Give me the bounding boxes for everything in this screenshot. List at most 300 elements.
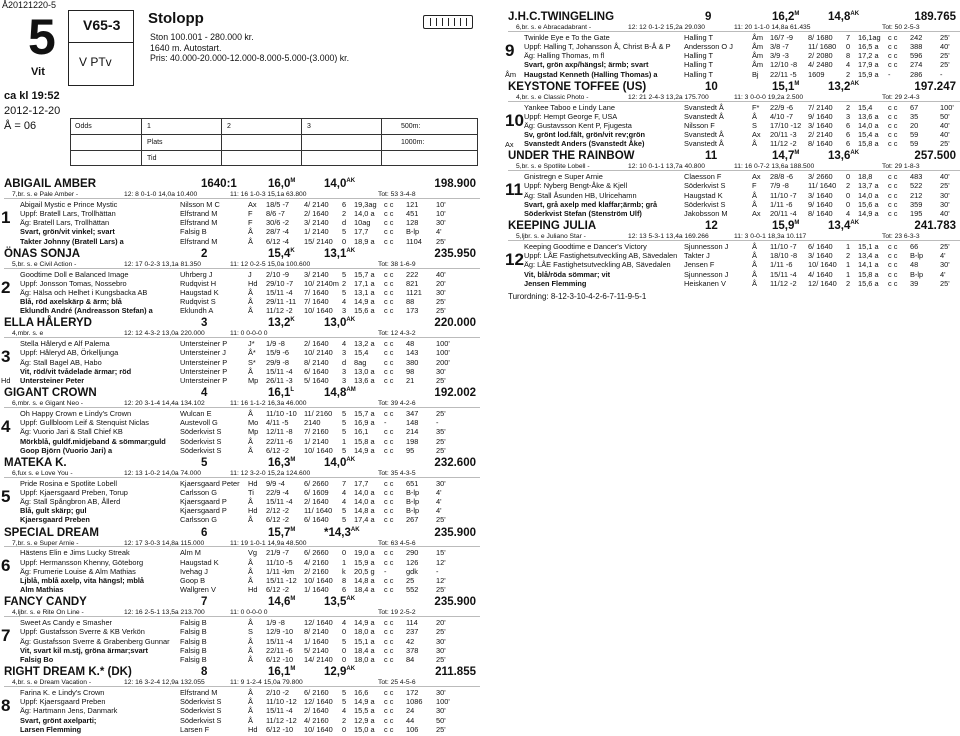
km-time: 8ag — [354, 357, 367, 367]
record2-value: 14,8 — [828, 11, 851, 23]
driver: Svanstedt Å — [684, 102, 724, 112]
form-line — [4, 200, 480, 209]
track: Å — [248, 287, 253, 297]
stats-total: Tot: 23 6-3-3 — [882, 233, 920, 241]
record2-sup: AK — [850, 11, 860, 18]
prize: 30' — [436, 636, 446, 646]
odds: 1086 — [406, 697, 423, 707]
form-line — [508, 172, 960, 181]
prize: 20' — [436, 618, 446, 628]
record-best — [268, 457, 295, 469]
placing: 5 — [342, 427, 347, 437]
horse-number: 11 — [705, 150, 718, 163]
pedigree: 6,fux s. e Love You - — [12, 469, 73, 477]
record-sup: M — [794, 11, 800, 18]
record-best — [268, 666, 295, 678]
km-time: 13,0 a — [354, 366, 375, 376]
track: Åm — [752, 41, 764, 51]
km-time: 15,5 a — [354, 706, 375, 716]
record2-value: 13,1 — [324, 247, 347, 260]
shoe-info: c c — [384, 348, 394, 358]
race-date: 2/12 -2 — [266, 506, 290, 516]
driver: Söderkvist S — [180, 715, 222, 725]
odds: 347 — [406, 409, 419, 418]
stats-total: Tot: 63 4-5-6 — [378, 539, 416, 547]
pedigree: 7,br. s. e Pale Amber - — [12, 191, 79, 198]
distance: 6/ 1640 — [808, 242, 833, 251]
record-best — [268, 248, 295, 260]
track: S — [752, 120, 757, 130]
record2-value: 14,0 — [324, 178, 347, 190]
shoe-info: c c — [888, 181, 898, 191]
distance: 4/ 2160 — [304, 557, 329, 567]
distance: 10/ 2140m — [304, 278, 339, 288]
form-line — [4, 270, 480, 279]
horse-entry — [505, 11, 960, 79]
race-date: 30/6 -2 — [266, 218, 290, 228]
km-time: 16,6 — [354, 687, 369, 697]
stats-total: Tot: 50 2-5-3 — [882, 24, 920, 31]
shoe-info: c c — [888, 139, 898, 149]
distance: 1/ 1640 — [304, 585, 329, 595]
pedigree: 4,mbr. s. e — [12, 330, 44, 338]
track: Hd — [248, 724, 258, 734]
km-time: 19,3ag — [354, 199, 377, 209]
shoe-info: c c — [384, 627, 394, 637]
distance: 11/ 2160 — [304, 409, 333, 418]
shoe-info: c c — [384, 339, 394, 349]
record-best — [772, 81, 799, 93]
shoe-info: c c — [384, 227, 394, 237]
form-line — [4, 585, 480, 594]
race-date: 26/11 -3 — [266, 376, 293, 386]
odds: B-lp — [406, 506, 420, 516]
line-text: Falsig Bo — [20, 654, 54, 664]
form-line — [508, 51, 960, 60]
track: Hd — [248, 278, 258, 288]
race-date: 11/12 -2 — [770, 139, 797, 149]
prize: 25' — [436, 306, 446, 316]
line-text: Svart, grön/vit vinkel; svart — [20, 227, 115, 237]
record2-sup: AK — [850, 220, 860, 227]
race-date: 1/11 -km — [266, 566, 295, 576]
pedigree: 6,mbr. s. e Gigant Neo - — [12, 400, 83, 408]
stats-previous-year: 11: 16 1-1-2 16,3a 46.000 — [230, 400, 307, 408]
placing: 2 — [342, 715, 347, 725]
form-line — [4, 227, 480, 236]
record-auto — [324, 457, 355, 469]
form-line — [508, 209, 960, 218]
post-number: 3 — [1, 347, 11, 367]
prize: 4' — [436, 227, 442, 237]
odds: B-lp — [406, 487, 420, 497]
stats-current-year: 12: 13 5-3-1 13,4a 169.266 — [628, 233, 709, 241]
distance: 3/ 2660 — [808, 172, 833, 182]
driver: Söderkvist S — [684, 181, 726, 191]
odds: 1121 — [406, 287, 422, 297]
prize: 4' — [436, 506, 442, 516]
line-text: Äg: Frumerie Louise & Alm Mathias — [20, 566, 136, 576]
distance: 4/ 2160 — [304, 715, 329, 725]
distance: 2/ 2080 — [808, 51, 833, 61]
form-line — [508, 130, 960, 139]
line-text: Uppf: Halling T, Johansson Å, Christ B-Å & P — [524, 41, 671, 51]
distance: 9/ 1640 — [808, 199, 833, 209]
driver: Jakobsson M — [684, 209, 728, 219]
distance: 2/ 1640 — [304, 208, 329, 218]
km-time: 14,0 a — [354, 497, 375, 507]
prize: 30' — [940, 260, 950, 270]
driver: Claesson F — [684, 172, 722, 182]
km-time: 13,4 a — [858, 251, 879, 261]
odds: B-lp — [406, 227, 420, 237]
record-value: 16,1 — [268, 387, 291, 400]
distance: 15/ 2140 — [304, 236, 333, 246]
line-text: Vit, röd/vit tvådelade ärmar; röd — [20, 366, 132, 376]
distance: 3/ 1640 — [808, 190, 833, 200]
race-date: 11/10 -7 — [770, 190, 797, 200]
shoe-info: c c — [384, 487, 394, 497]
race-date: 18/5 -7 — [266, 199, 290, 209]
driver: Svanstedt Å — [684, 111, 724, 121]
entry-body — [505, 242, 960, 288]
prize: 30' — [436, 478, 446, 488]
track: Å — [248, 697, 253, 707]
record-best — [772, 220, 799, 232]
shoe-info: c c — [384, 636, 394, 646]
placing: 6 — [846, 139, 851, 149]
km-time: 18,4 a — [354, 645, 375, 655]
form-line — [4, 376, 480, 385]
horse-name: KEEPING JULIA — [508, 220, 597, 233]
km-time: 13,2 a — [354, 339, 375, 349]
odds: 59 — [910, 130, 919, 140]
shoe-info: c c — [888, 190, 898, 200]
placing: 4 — [342, 487, 347, 497]
odds: gdk — [406, 566, 418, 576]
driver: Svanstedt Å — [684, 130, 724, 140]
placing: 0 — [342, 724, 347, 734]
km-time: 14,9 a — [354, 445, 375, 455]
track: J* — [248, 339, 255, 349]
placing: 4 — [342, 706, 347, 716]
km-time: 15,0 a — [354, 724, 375, 734]
placing: 4 — [342, 618, 347, 628]
entry-suffix: Åm — [505, 69, 517, 79]
race-info — [4, 89, 60, 134]
line-text: Svart, grönt axelparti; — [20, 715, 97, 725]
line-text: Goop Björn (Vuorio Jari) a — [20, 445, 113, 455]
odds: 172 — [406, 687, 419, 697]
placing: 4 — [342, 497, 347, 507]
form-line — [508, 279, 960, 288]
placing: 0 — [846, 41, 851, 51]
shoe-info: c c — [888, 60, 898, 70]
distance: 4/ 2140 — [304, 199, 329, 209]
pedigree: 6,br. s. e Abracadabrant - — [516, 24, 592, 31]
line-text: Uppf: Håleryd AB, Örkelljunga — [20, 348, 119, 358]
stats-current-year: 12: 8 0-1-0 14,0a 10.400 — [124, 191, 198, 198]
distance: 5/ 2140 — [304, 645, 329, 655]
track: Å — [248, 645, 253, 655]
track: Hd — [248, 585, 258, 595]
km-time: 14,1 a — [858, 260, 879, 270]
prize: 25' — [940, 60, 950, 70]
stats-previous-year: 11: 3 0-0-0 19,2a 2.500 — [734, 93, 804, 101]
km-time: 14,0 a — [354, 487, 375, 497]
record2-sup: AK — [346, 457, 356, 464]
stats-total: Tot: 19 2-5-2 — [378, 609, 416, 617]
race-track: Å = 06 — [4, 120, 37, 132]
form-line — [4, 697, 480, 706]
horse-number: 12 — [705, 220, 718, 233]
placing: 8 — [342, 576, 347, 586]
placing: 0 — [846, 190, 851, 200]
driver: Elfstrand M — [180, 218, 218, 228]
driver: Halling T — [684, 51, 714, 61]
prize: 4' — [940, 251, 946, 261]
form-line — [508, 251, 960, 260]
placing: 8 — [846, 51, 851, 61]
track: Å — [752, 139, 757, 149]
pedigree: 4,ljbr. s. e Rite On Line - — [12, 609, 84, 617]
record-value: 15,1 — [772, 80, 795, 93]
form-line — [4, 297, 480, 306]
form-line — [508, 112, 960, 121]
placing: 4 — [342, 339, 347, 349]
km-time: 15,6 a — [858, 199, 879, 209]
horse-name: UNDER THE RAINBOW — [508, 150, 635, 163]
track: Å — [752, 251, 757, 261]
placing: 5 — [342, 636, 347, 646]
page-code: Å20121220-5 — [2, 0, 57, 10]
prize: 40' — [940, 120, 950, 130]
form-line — [508, 60, 960, 69]
distance: 6/ 2660 — [304, 548, 329, 558]
driver: Ivehag J — [180, 566, 208, 576]
race-date: 18/10 -8 — [770, 251, 798, 261]
driver: Untersteiner P — [180, 339, 228, 349]
line-text: Äg: Stall Åsunden HB, Ulricehamn — [524, 190, 637, 200]
record-best — [268, 178, 295, 190]
race-date: 6/12 -2 — [266, 515, 290, 525]
race-date: 15/9 -6 — [266, 348, 290, 358]
track: Vg — [248, 548, 258, 558]
distance: 2/ 2140 — [808, 130, 833, 140]
placing: 2 — [846, 278, 851, 288]
driver: Takter J — [684, 251, 710, 261]
placing: 6 — [846, 130, 851, 140]
line-text: Söderkvist Stefan (Stenström Ulf) — [524, 209, 642, 219]
odds: 114 — [406, 618, 418, 628]
distance: 1609 — [808, 69, 825, 79]
form-line — [4, 218, 480, 227]
driver: Söderkvist S — [180, 427, 222, 437]
record-sup: M — [290, 178, 296, 185]
driver: Uhrberg J — [180, 269, 213, 279]
shoe-info: c c — [888, 41, 898, 51]
shoe-info: c c — [888, 260, 898, 270]
placing: 5 — [342, 409, 347, 418]
horse-name: ELLA HÅLERYD — [4, 317, 92, 330]
km-time: 13,6 a — [858, 111, 879, 121]
track: Å — [248, 366, 253, 376]
earnings: 257.500 — [914, 150, 956, 163]
race-date: 11/12 -2 — [770, 278, 797, 288]
line-text: Ljblå, mblå axelp, vita hängsl; mblå — [20, 576, 145, 586]
earnings: 197.247 — [914, 80, 956, 93]
distance: 10/ 1640 — [808, 260, 837, 270]
line-text: Äg: Gustavsson Kent P, Fjugesta — [524, 120, 632, 130]
line-text: Äg: Bratell Lars, Trollhättan — [20, 218, 110, 228]
line-text: Haugstad Kenneth (Halling Thomas) a — [524, 69, 658, 79]
prize: 25' — [940, 242, 950, 251]
form-line — [4, 646, 480, 655]
shoe-info: c c — [384, 427, 394, 437]
track: Å — [248, 297, 253, 307]
horse-number: 10 — [705, 80, 718, 93]
driver: Jensen F — [684, 260, 715, 270]
line-text: Uppf: Hempt George F, USA — [524, 111, 618, 121]
distance: 8/ 1640 — [808, 209, 833, 219]
race-date: 1/9 -8 — [266, 618, 285, 628]
placing: 5 — [342, 227, 347, 237]
grid-1000m-label: 1000m: — [401, 139, 425, 146]
entry-body — [1, 687, 480, 734]
record-auto — [324, 248, 355, 260]
track: Å — [248, 557, 253, 567]
stats-previous-year: 11: 3 0-0-1 18,3a 10.117 — [734, 233, 807, 241]
placing: 0 — [342, 654, 347, 664]
km-time: 15,9 a — [858, 69, 879, 79]
track: F — [752, 181, 757, 191]
track: Å — [248, 445, 253, 455]
form-line — [4, 548, 480, 557]
driver: Söderkvist S — [180, 436, 222, 446]
driver: Wallgren V — [180, 585, 216, 595]
form-line — [4, 655, 480, 664]
purse-line: 1640 m. Autostart. — [150, 42, 222, 53]
form-line — [4, 209, 480, 218]
stats-previous-year: 11: 9 1-2-4 15,0a 79.800 — [230, 679, 303, 687]
record-sup: M — [290, 457, 296, 464]
odds: 59 — [910, 139, 919, 149]
distance: 1/ 2140 — [304, 227, 329, 237]
record-auto — [324, 527, 360, 539]
placing: 2 — [846, 251, 851, 261]
prize: 25' — [940, 32, 950, 42]
purse-info — [150, 32, 349, 64]
prize: 200' — [436, 357, 450, 367]
distance: 12/ 1640 — [304, 618, 333, 628]
horse-name: RIGHT DREAM K.* (DK) — [4, 666, 132, 679]
placing: 1 — [342, 557, 347, 567]
driver: Carlsson G — [180, 487, 217, 497]
shoe-info: c c — [384, 436, 394, 446]
driver: Eklundh A — [180, 306, 214, 316]
km-time: 14,0 a — [858, 190, 879, 200]
form-line — [508, 200, 960, 209]
form-line — [4, 558, 480, 567]
track: Å — [752, 269, 757, 279]
race-date: 15/11 -4 — [266, 706, 293, 716]
horse-name: ÖNAS SONJA — [4, 247, 81, 260]
line-text: Äg: Gustafsson Sverre & Grabenberg Gunnar — [20, 636, 170, 646]
horse-number: 6 — [201, 526, 208, 539]
stats-total: Tot: 29 1-8-3 — [882, 163, 920, 171]
race-date: 28/7 -4 — [266, 227, 290, 237]
odds: 1104 — [406, 236, 422, 246]
post-number: 10 — [505, 110, 524, 130]
stats-current-year: 12: 12 4-3-2 13,0a 220.000 — [124, 330, 205, 338]
line-text: Mörkblå, guldf.midjeband & sömmar;guld — [20, 436, 166, 446]
line-text: Äg: Stall Spångbron AB, Ållerd — [20, 497, 121, 507]
driver: Falsig B — [180, 636, 207, 646]
line-text: Hästens Elin e Jims Lucky Streak — [20, 548, 130, 558]
record2-value: 13,6 — [828, 150, 851, 163]
record2-value: 13,4 — [828, 220, 851, 233]
km-time: 15,1 a — [354, 636, 375, 646]
km-time: 14,8 a — [354, 506, 375, 516]
prize: 30' — [436, 366, 446, 376]
line-text: Äg: Hälsa och Helhet i Kungsbacka AB — [20, 287, 148, 297]
odds: 222 — [406, 269, 419, 279]
shoe-info: c c — [384, 278, 394, 288]
distance: 7/ 1640 — [304, 287, 329, 297]
line-text: Uppf: Kjaersgaard Preben — [20, 697, 106, 707]
race-date: 17/10 -12 — [770, 120, 802, 130]
record2-value: 13,5 — [324, 596, 347, 609]
distance: 10/ 1640 — [304, 306, 333, 316]
horse-name: FANCY CANDY — [4, 596, 87, 609]
line-text: Farina K. e Lindy's Crown — [20, 687, 105, 697]
driver: Haugstad K — [684, 190, 723, 200]
line-text: Uppf: Gullbloom Leif & Stenquist Niclas — [20, 418, 149, 428]
shoe-info: - — [384, 566, 387, 576]
prize: 30' — [436, 687, 446, 697]
shoe-info: c c — [384, 218, 394, 228]
placing: 7 — [846, 32, 851, 42]
track: Å — [752, 111, 757, 121]
distance: 8/ 2140 — [304, 357, 329, 367]
form-line — [4, 279, 480, 288]
driver: Halling T — [684, 69, 714, 79]
km-time: 17,1 a — [354, 278, 375, 288]
odds: 242 — [910, 32, 923, 42]
driver: Halling T — [684, 32, 714, 42]
line-text: Sv, grönt lod.fält, grön/vit rev;grön — [524, 130, 645, 140]
distance: 10/ 1640 — [304, 576, 333, 586]
km-time: 14,0 a — [354, 208, 375, 218]
odds: 66 — [910, 242, 919, 251]
earnings: 220.000 — [434, 317, 476, 330]
km-time: 18,0 a — [354, 627, 375, 637]
track: Å — [752, 190, 757, 200]
distance: 6/ 1640 — [304, 366, 329, 376]
record2-value: 14,0 — [324, 456, 347, 469]
odds: 212 — [910, 190, 923, 200]
distance: 10/ 1640 — [304, 724, 333, 734]
distance: 3/ 1640 — [808, 251, 833, 261]
grid-col-2: 2 — [227, 123, 231, 130]
shoe-info: c c — [384, 654, 394, 664]
record2-sup: AK — [850, 80, 860, 87]
race-date: 16/7 -9 — [770, 32, 794, 42]
line-text: Sweet As Candy e Smasher — [20, 618, 113, 628]
km-time: 15,7 a — [354, 409, 375, 418]
track: Å — [752, 278, 757, 288]
odds: 128 — [406, 218, 419, 228]
